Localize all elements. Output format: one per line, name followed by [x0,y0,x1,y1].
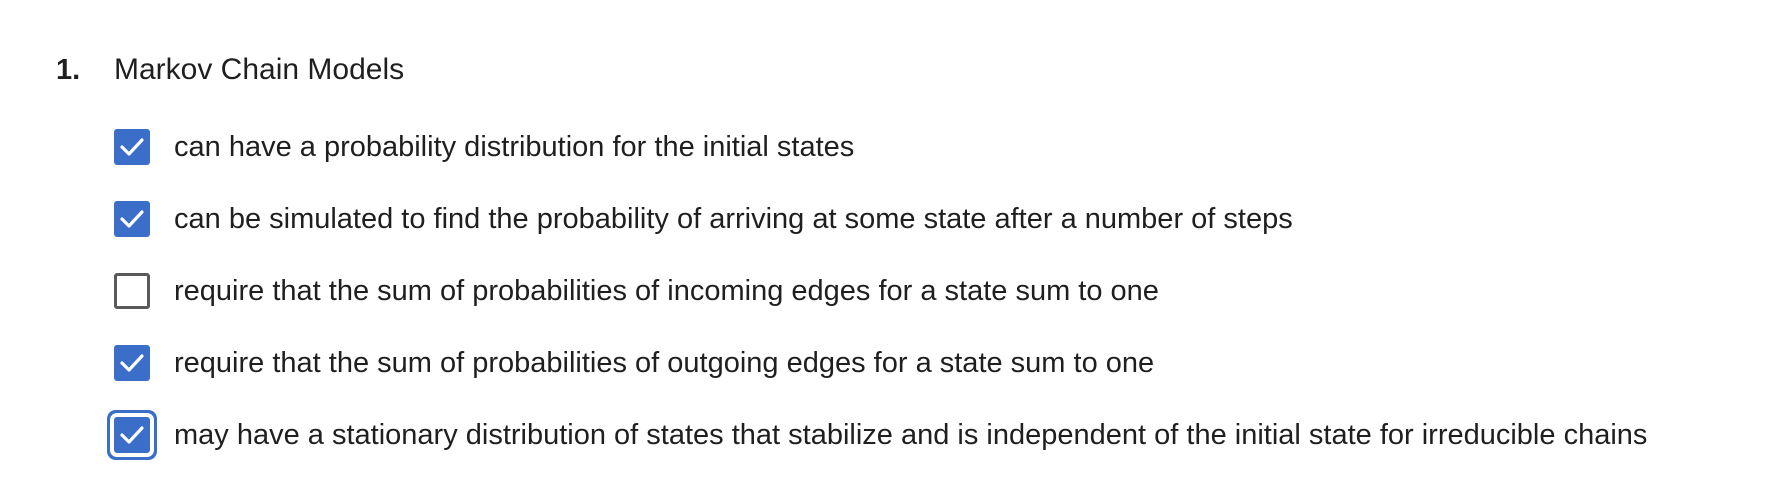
checkbox-checked[interactable] [114,417,150,453]
question-number: 1. [56,53,81,86]
answer-options [114,125,1647,457]
option-label: can be simulated to find the probability of arriving at some state after a number of steps [174,202,1293,235]
option-label: require that the sum of probabilities of outgoing edges for a state sum to one [174,346,1155,379]
option-5[interactable] [114,413,1647,457]
checkbox-checked[interactable] [114,345,150,381]
question-title: Markov Chain Models [114,53,405,86]
option-2[interactable] [114,197,1647,241]
option-label: require that the sum of probabilities of incoming edges for a state sum to one [174,274,1159,307]
checkbox-checked[interactable] [114,129,150,165]
option-3[interactable] [114,269,1647,313]
option-1[interactable] [114,125,1647,169]
check-icon [119,423,145,447]
question-header [56,50,404,90]
option-label: can have a probability distribution for the initial states [174,130,855,163]
checkbox-unchecked[interactable] [114,273,150,309]
check-icon [119,351,145,375]
option-4[interactable] [114,341,1647,385]
check-icon [119,207,145,231]
option-label: may have a stationary distribution of states that stabilize and is independent of the initial state for irreducible chains [174,418,1648,451]
check-icon [119,135,145,159]
checkbox-checked[interactable] [114,201,150,237]
